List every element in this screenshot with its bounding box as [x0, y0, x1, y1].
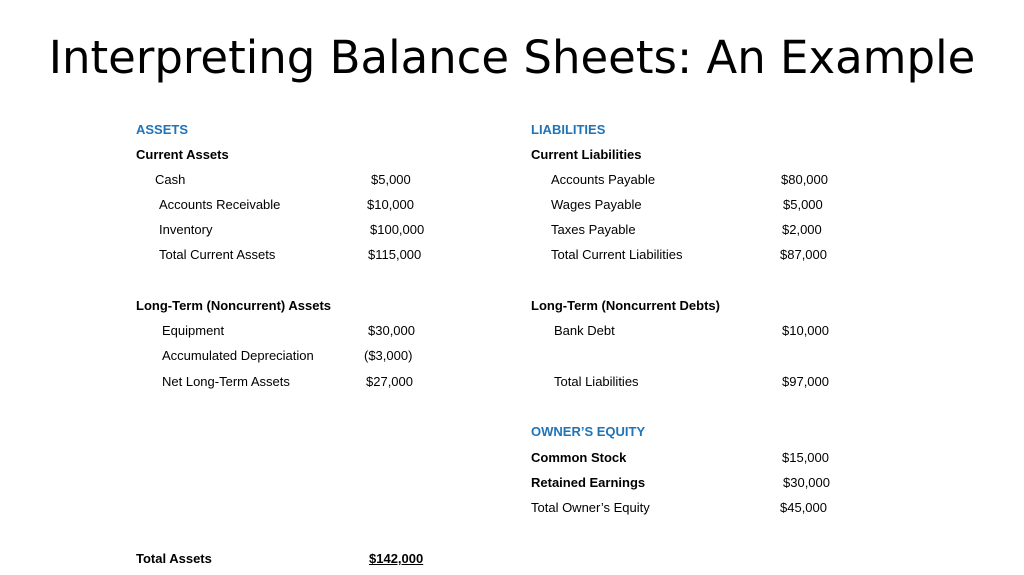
cash-label: Cash — [155, 172, 186, 187]
total-liabilities-label: Total Liabilities — [554, 374, 639, 389]
liabilities-heading: LIABILITIES — [531, 122, 606, 137]
accounts-payable-label: Accounts Payable — [551, 172, 656, 187]
cash-value: $5,000 — [371, 172, 411, 187]
total-current-assets-label: Total Current Assets — [159, 247, 276, 262]
retained-earnings-label: Retained Earnings — [531, 475, 646, 490]
taxes-payable-label: Taxes Payable — [551, 222, 636, 237]
bank-debt-value: $10,000 — [782, 323, 829, 338]
total-assets-value: $142,000 — [369, 551, 424, 566]
bank-debt-label: Bank Debt — [554, 323, 615, 338]
total-owners-equity-label: Total Owner’s Equity — [531, 500, 650, 515]
net-longterm-assets-label: Net Long-Term Assets — [162, 374, 290, 389]
total-current-assets-value: $115,000 — [368, 247, 422, 262]
accumulated-depreciation-label: Accumulated Depreciation — [162, 348, 314, 363]
equipment-value: $30,000 — [368, 323, 415, 338]
longterm-assets-heading: Long-Term (Noncurrent) Assets — [136, 298, 332, 313]
retained-earnings-value: $30,000 — [783, 475, 830, 490]
total-current-liabilities-value: $87,000 — [780, 247, 827, 262]
equipment-label: Equipment — [162, 323, 225, 338]
assets-heading: ASSETS — [136, 122, 189, 137]
longterm-debts-heading: Long-Term (Noncurrent Debts) — [531, 298, 720, 313]
inventory-label: Inventory — [159, 222, 213, 237]
current-assets-heading: Current Assets — [136, 147, 229, 162]
wages-payable-label: Wages Payable — [551, 197, 642, 212]
slide-title: Interpreting Balance Sheets: An Example — [48, 31, 976, 84]
net-longterm-assets-value: $27,000 — [366, 374, 413, 389]
inventory-value: $100,000 — [370, 222, 425, 237]
total-liabilities-value: $97,000 — [782, 374, 829, 389]
accumulated-depreciation-value: ($3,000) — [364, 348, 413, 363]
accounts-payable-value: $80,000 — [781, 172, 828, 187]
total-current-liabilities-label: Total Current Liabilities — [551, 247, 683, 262]
taxes-payable-value: $2,000 — [782, 222, 822, 237]
total-assets-label: Total Assets — [136, 551, 212, 566]
accounts-receivable-label: Accounts Receivable — [159, 197, 281, 212]
accounts-receivable-value: $10,000 — [367, 197, 414, 212]
equity-heading: OWNER’S EQUITY — [531, 424, 646, 439]
common-stock-label: Common Stock — [531, 450, 627, 465]
wages-payable-value: $5,000 — [783, 197, 823, 212]
common-stock-value: $15,000 — [782, 450, 829, 465]
total-owners-equity-value: $45,000 — [780, 500, 827, 515]
current-liabilities-heading: Current Liabilities — [531, 147, 642, 162]
